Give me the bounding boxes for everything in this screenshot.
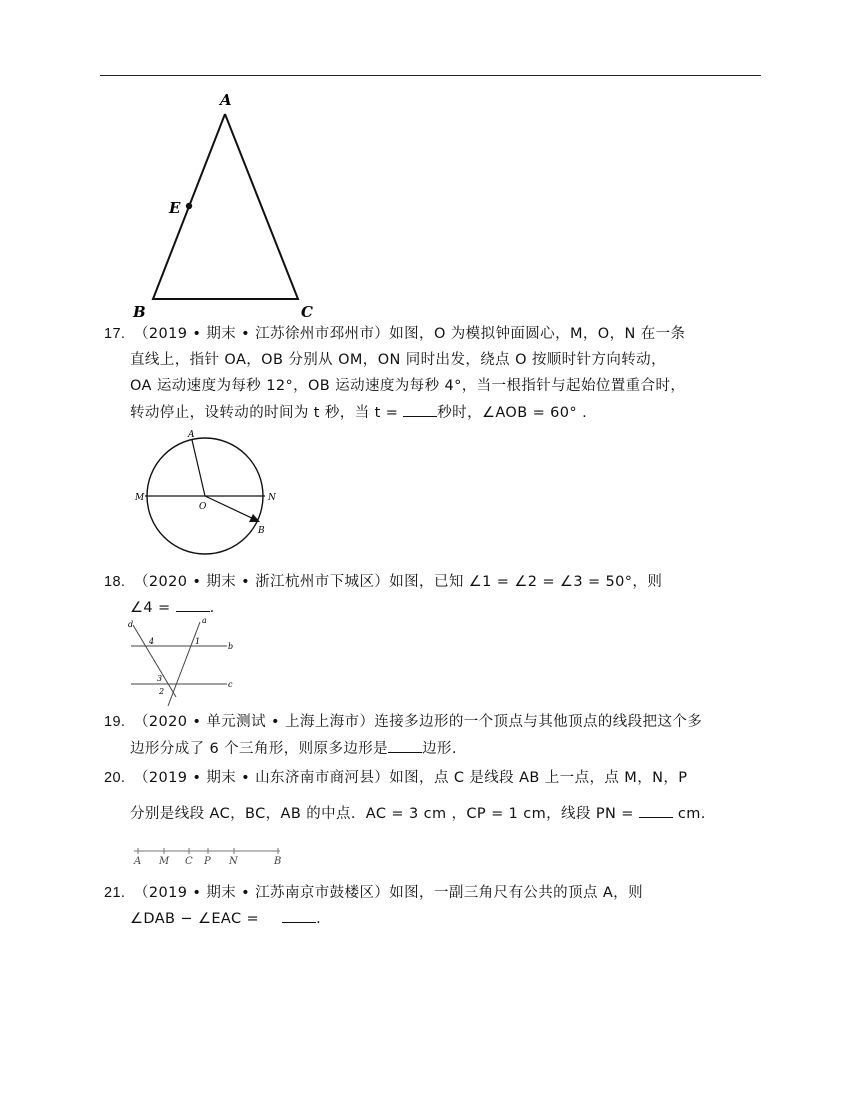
question-text: 直线上，指针 OA，OB 分别从 OM，ON 同时出发，绕点 O 按顺时针方向转动， bbox=[130, 352, 666, 368]
question-19 bbox=[104, 710, 764, 760]
question-17 bbox=[104, 322, 764, 422]
question-text: 边形分成了 6 个三角形，则原多边形是 bbox=[130, 741, 389, 757]
label-a: A bbox=[134, 856, 142, 866]
label-p: P bbox=[204, 856, 211, 866]
label-a: A bbox=[188, 430, 195, 440]
question-number: 18. bbox=[104, 574, 126, 590]
question-21 bbox=[104, 881, 764, 931]
question-text: （2019 • 期末 • 山东济南市商河县）如图，点 C 是线段 AB 上一点，点 M，N，P bbox=[134, 770, 688, 786]
header-rule bbox=[100, 75, 761, 76]
label-d: d bbox=[128, 620, 134, 629]
answer-blank[interactable] bbox=[403, 402, 437, 417]
clock-figure bbox=[128, 425, 288, 555]
question-text: ∠DAB − ∠EAC = bbox=[130, 911, 265, 927]
answer-blank[interactable] bbox=[639, 803, 673, 818]
question-text: 边形. bbox=[422, 741, 457, 757]
label-a: A bbox=[220, 91, 232, 109]
label-c: c bbox=[228, 680, 233, 689]
label-o: O bbox=[199, 502, 207, 512]
parallel-lines-figure bbox=[124, 617, 239, 709]
answer-blank[interactable] bbox=[282, 908, 316, 923]
point-e bbox=[186, 203, 192, 209]
question-20 bbox=[104, 766, 764, 826]
question-text: OA 运动速度为每秒 12°，OB 运动速度为每秒 4°，当一根指针与起始位置重合时， bbox=[130, 378, 686, 394]
label-e: E bbox=[169, 199, 181, 217]
question-text: 秒时，∠AOB = 60° . bbox=[437, 405, 588, 421]
label-b: B bbox=[133, 303, 146, 320]
question-text: ∠4 = bbox=[130, 600, 176, 616]
question-number: 17. bbox=[104, 326, 126, 342]
question-number: 19. bbox=[104, 714, 126, 730]
question-number: 21. bbox=[104, 885, 126, 901]
label-n: N bbox=[268, 493, 276, 503]
label-angle-2: 2 bbox=[159, 687, 165, 696]
label-b: B bbox=[258, 526, 265, 536]
label-m: M bbox=[159, 856, 170, 866]
label-c: C bbox=[301, 303, 313, 320]
triangle-figure bbox=[125, 88, 325, 320]
label-a: a bbox=[202, 617, 207, 625]
question-number: 20. bbox=[104, 770, 126, 786]
label-angle-1: 1 bbox=[195, 637, 201, 646]
answer-blank[interactable] bbox=[388, 738, 422, 753]
question-text: 转动停止，设转动的时间为 t 秒，当 t = bbox=[130, 405, 404, 421]
question-text: . bbox=[316, 911, 322, 927]
answer-blank[interactable] bbox=[176, 597, 210, 612]
label-b: B bbox=[274, 856, 282, 866]
label-angle-3: 3 bbox=[157, 674, 163, 683]
question-text: （2020 • 单元测试 • 上海上海市）连接多边形的一个顶点与其他顶点的线段把这个多 bbox=[134, 714, 703, 730]
label-n: N bbox=[229, 856, 238, 866]
question-18 bbox=[104, 570, 764, 620]
segment-figure bbox=[128, 842, 288, 866]
label-m: M bbox=[135, 493, 145, 503]
question-text: 分别是线段 AC，BC，AB 的中点．AC = 3 cm ，CP = 1 cm，线段 PN = bbox=[130, 806, 639, 822]
question-text: . bbox=[209, 600, 215, 616]
question-text: （2019 • 期末 • 江苏南京市鼓楼区）如图，一副三角尺有公共的顶点 A，则 bbox=[134, 885, 643, 901]
label-c: C bbox=[185, 856, 193, 866]
question-text: cm. bbox=[672, 806, 706, 822]
question-text: （2019 • 期末 • 江苏徐州市邳州市）如图，O 为模拟钟面圆心，M，O，N 在一条 bbox=[134, 326, 686, 342]
label-b: b bbox=[228, 642, 234, 651]
label-angle-4: 4 bbox=[149, 637, 155, 646]
question-text: （2020 • 期末 • 浙江杭州市下城区）如图，已知 ∠1 = ∠2 = ∠3 = 50°，则 bbox=[134, 574, 663, 590]
